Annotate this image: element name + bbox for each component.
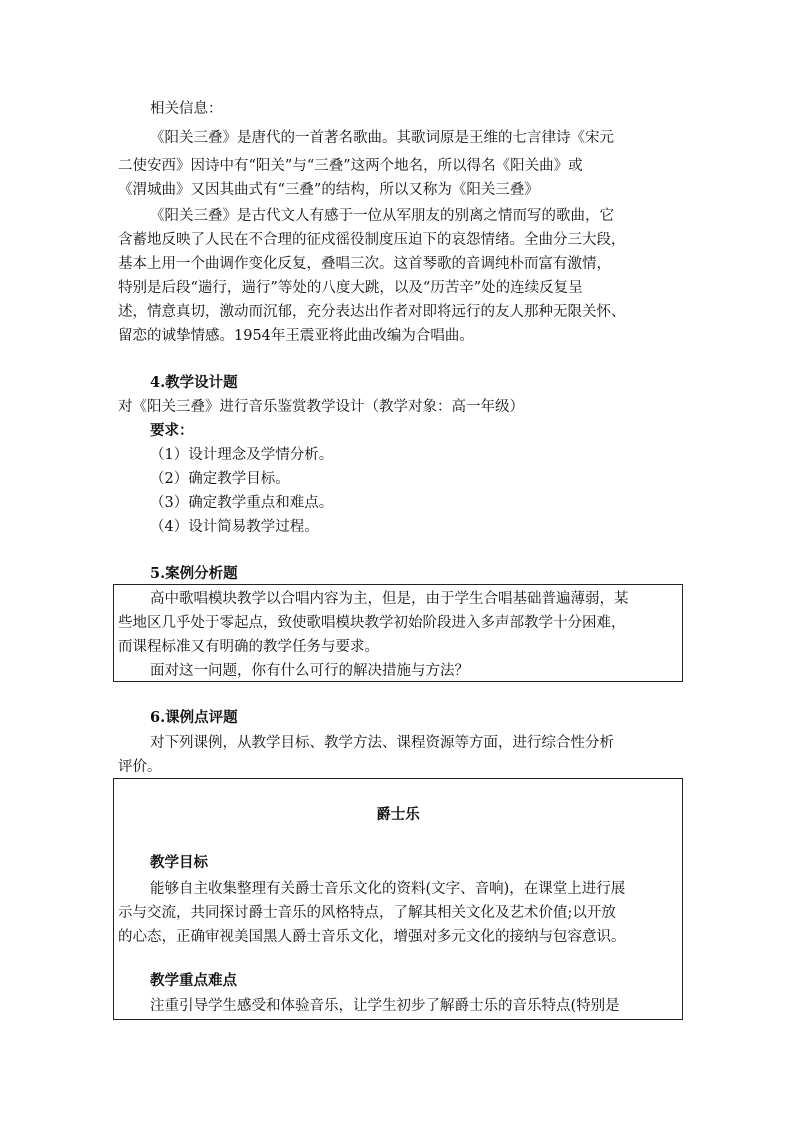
- case-key-heading: 教学重点难点: [150, 972, 237, 989]
- q4-item: （1）设计理念及学情分析。: [150, 447, 334, 463]
- info-para2-line: 《阳关三叠》是古代文人有感于一位从军朋友的别离之情而写的歌曲，它: [150, 208, 614, 224]
- info-para1-line: 《阳关三叠》是唐代的一首著名歌曲。其歌词原是王维的七言律诗《宋元: [150, 130, 614, 146]
- info-para1-line: 二使安西》因诗中有“阳关”与“三叠”这两个地名，所以得名《阳关曲》或: [118, 158, 583, 174]
- info-para2-line: 述，情意真切，激动而沉郁，充分表达出作者对即将远行的友人那种无限关怀、: [118, 304, 626, 320]
- case-goal-heading: 教学目标: [150, 854, 208, 871]
- q4-title: 4.教学设计题: [150, 374, 238, 391]
- q5-case-line: 而课程标准又有明确的教学任务与要求。: [118, 639, 379, 655]
- q4-requirements-label: 要求：: [150, 422, 194, 439]
- info-heading: 相关信息：: [150, 101, 223, 117]
- q5-title: 5.案例分析题: [150, 565, 238, 582]
- info-para2-line: 基本上用一个曲调作变化反复，叠唱三次。这首琴歌的音调纯朴而富有激情，: [118, 256, 611, 272]
- info-para2-line: 留恋的诚挚情感。1954年王震亚将此曲改编为合唱曲。: [118, 328, 474, 344]
- case-key-line: 注重引导学生感受和体验音乐，让学生初步了解爵士乐的音乐特点(特别是: [150, 998, 620, 1014]
- q5-case-line: 高中歌唱模块教学以合唱内容为主，但是，由于学生合唱基础普遍薄弱，某: [150, 591, 629, 607]
- info-para2-line: 特别是后段“遄行，遄行”等处的八度大跳，以及“历苦辛”处的连续反复呈: [118, 280, 583, 296]
- case-goal-line: 能够自主收集整理有关爵士音乐文化的资料(文字、音响)，在课堂上进行展: [150, 881, 626, 897]
- q6-title: 6.课例点评题: [150, 709, 238, 726]
- info-para2-line: 含蓄地反映了人民在不合理的征戍徭役制度压迫下的哀怨情绪。全曲分三大段，: [118, 232, 626, 248]
- q4-item: （2）确定教学目标。: [150, 471, 290, 487]
- q6-prompt-line: 对下列课例，从教学目标、教学方法、课程资源等方面，进行综合性分析: [150, 735, 614, 751]
- info-para1-line: 《渭城曲》又因其曲式有“三叠”的结构，所以又称为《阳关三叠》: [118, 182, 539, 198]
- q4-item: （3）确定教学重点和难点。: [150, 495, 334, 511]
- q5-case-line: 些地区几乎处于零起点，致使歌唱模块教学初始阶段进入多声部教学十分困难，: [118, 615, 626, 631]
- q4-prompt: 对《阳关三叠》进行音乐鉴赏教学设计（教学对象：高一年级）: [118, 399, 524, 415]
- case-goal-line: 的心态，正确审视美国黑人爵士音乐文化，增强对多元文化的接纳与包容意识。: [118, 929, 626, 945]
- q5-question: 面对这一问题，你有什么可行的解决措施与方法？: [150, 663, 469, 679]
- case-title: 爵士乐: [376, 806, 420, 823]
- q6-prompt-line: 评价。: [118, 759, 162, 775]
- case-goal-line: 示与交流，共同探讨爵士音乐的风格特点，了解其相关文化及艺术价值;以开放: [118, 905, 616, 921]
- q4-item: （4）设计简易教学过程。: [150, 519, 319, 535]
